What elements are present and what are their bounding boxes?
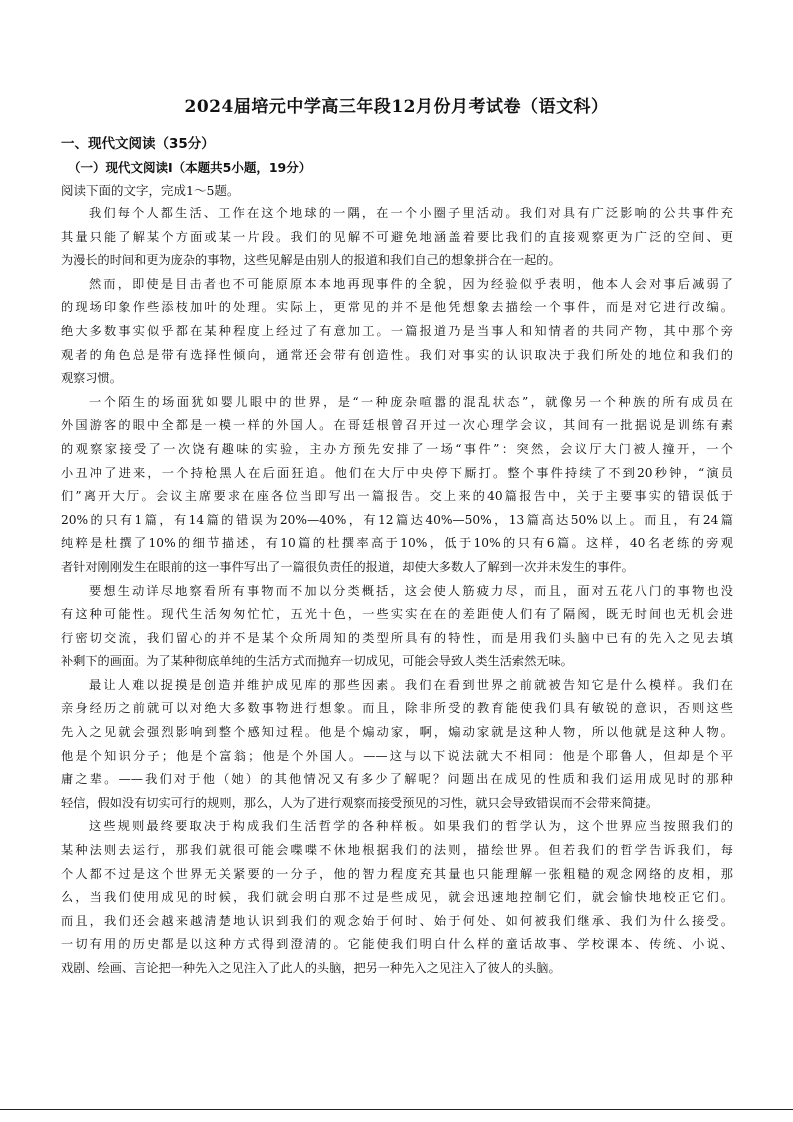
passage-line: 庸之辈。——我们对于他（她）的其他情况又有多少了解呢？问题出在成见的性质和我们运用成见时的那种	[61, 772, 733, 787]
reading-passage	[61, 202, 733, 981]
passage-line: 绝大多数事实似乎都在某种程度上经过了有意加工。一篇报道乃是当事人和知情者的共同产物，其中那个旁	[61, 323, 733, 338]
passage-line: 小丑冲了进来，一个持枪黑人在后面狂追。他们在大厅中央停下厮打。整个事件持续了不到20秒钟，“演员	[61, 465, 733, 480]
passage-line: 者针对刚刚发生在眼前的这一事件写出了一篇很负责任的报道，却使大多数人了解到一次并未发生的事件。	[61, 559, 634, 574]
passage-line: 我们每个人都生活、工作在这个地球的一隅，在一个小圈子里活动。我们对具有广泛影响的公共事件充	[89, 206, 733, 220]
passage-line: 行密切交流，我们留心的并不是某个众所周知的类型所具有的特性，而是用我们头脑中已有的先入之见去填	[61, 630, 733, 645]
passage-line: 个人都不过是这个世界无关紧要的一分子，他的智力程度充其量也只能理解一张粗糙的观念网络的皮相，那	[61, 866, 733, 881]
passage-line: 要想生动详尽地察看所有事物而不加以分类概括，这会使人筋疲力尽，而且，面对五花八门的事物也没	[89, 583, 733, 598]
passage-line: 某种法则去运行，那我们就很可能会喋喋不休地根据我们的法则，描绘世界。但若我们的哲学告诉我们，每	[61, 843, 733, 858]
page-title: 2024届培元中学高三年段12月份月考试卷（语文科）	[184, 97, 609, 117]
passage-line: 然而，即使是目击者也不可能原原本本地再现事件的全貌，因为经验似乎表明，他本人会对事后减弱了	[89, 276, 733, 291]
passage-line: 观察习惯。	[61, 371, 122, 386]
passage-line: 为漫长的时间和更为庞杂的事物，这些见解是由别人的报道和我们自己的想象拼合在一起的。	[61, 253, 561, 268]
passage-line: 轻信，假如没有切实可行的规则，那么，人为了进行观察而接受预见的习性，就只会导致错误而不会带来简捷。	[61, 795, 659, 810]
passage-line: 纯粹是杜撰了10%的细节描述，有10篇的杜撰率高于10%，低于10%的只有6篇。这样，40名老练的旁观	[61, 536, 733, 551]
passage-line: 一切有用的历史都是以这种方式得到澄清的。它能使我们明白什么样的童话故事、学校课本、传统、小说、	[61, 937, 733, 952]
passage-line: 的现场印象作些添枝加叶的处理。实际上，更常见的并不是他凭想象去描绘一个事件，而是对它进行改编。	[61, 300, 733, 315]
passage-line: 有这种可能性。现代生活匆匆忙忙，五光十色，一些实实在在的差距使人们有了隔阂，既无时间也无机会进	[61, 607, 733, 622]
passage-line: 亲身经历之前就可以对绝大多数事物进行想象。而且，除非所受的教育能使我们具有敏锐的意识，否则这些	[61, 701, 733, 716]
passage-line: 他是个知识分子；他是个富翁；他是个外国人。——这与以下说法就大不相同：他是个耶鲁人，但却是个平	[61, 748, 733, 763]
section-heading: 一、现代文阅读（35分）	[61, 136, 215, 152]
passage-line: 最让人难以捉摸是创造并维护成见库的那些因素。我们在看到世界之前就被告知它是什么模样。我们在	[89, 677, 733, 692]
passage-line: 这些规则最终要取决于构成我们生活哲学的各种样板。如果我们的哲学认为，这个世界应当按照我们的	[89, 819, 733, 834]
passage-line: 外国游客的眼中全都是一模一样的外国人。在哥廷根曾召开过一次心理学会议，其间有一批据说是训练有素	[61, 418, 733, 433]
passage-line: 的观察家接受了一次饶有趣味的实验，主办方预先安排了一场“事件”：突然，会议厅大门被人撞开，一个	[61, 441, 733, 456]
sub-heading: （一）现代文阅读Ⅰ（本题共5小题，19分）	[68, 160, 312, 175]
passage-line: 么，当我们使用成见的时候，我们就会明白那不过是些成见，就会迅速地控制它们，就会愉快地校正它们。	[61, 890, 733, 905]
passage-line: 观者的角色总是带有选择性倾向，通常还会带有创造性。我们对事实的认识取决于我们所处的地位和我们的	[61, 347, 733, 362]
passage-line: 而且，我们还会越来越清楚地认识到我们的观念始于何时、始于何处、如何被我们继承、我们为什么接受。	[61, 913, 733, 928]
passage-line: 们”离开大厅。会议主席要求在座各位当即写出一篇报告。交上来的40篇报告中，关于主要事实的错误低于	[61, 489, 733, 504]
passage-line: 补剩下的画面。为了某种彻底单纯的生活方式而抛弃一切成见，可能会导致人类生活索然无味。	[61, 654, 573, 669]
passage-line: 一个陌生的场面犹如婴儿眼中的世界，是“一种庞杂喧嚣的混乱状态”，就像另一个种族的所有成员在	[89, 394, 733, 409]
page-footer-rule	[0, 1109, 793, 1110]
passage-line: 其量只能了解某个方面或某一片段。我们的见解不可避免地涵盖着要比我们的直接观察更为广泛的空间、更	[61, 229, 733, 244]
passage-line: 先入之见就会强烈影响到整个感知过程。他是个煽动家，啊，煽动家就是这种人物，所以他就是这种人物。	[61, 725, 733, 740]
instruction-text: 阅读下面的文字，完成1～5题。	[61, 183, 240, 198]
passage-line: 20%的只有1篇，有14篇的错误为20%—40%，有12篇达40%—50%，13篇高达50%以上。而且，有24篇	[61, 512, 733, 527]
passage-line: 戏剧、绘画、言论把一种先入之见注入了此人的头脑，把另一种先入之见注入了彼人的头脑。	[61, 961, 561, 975]
